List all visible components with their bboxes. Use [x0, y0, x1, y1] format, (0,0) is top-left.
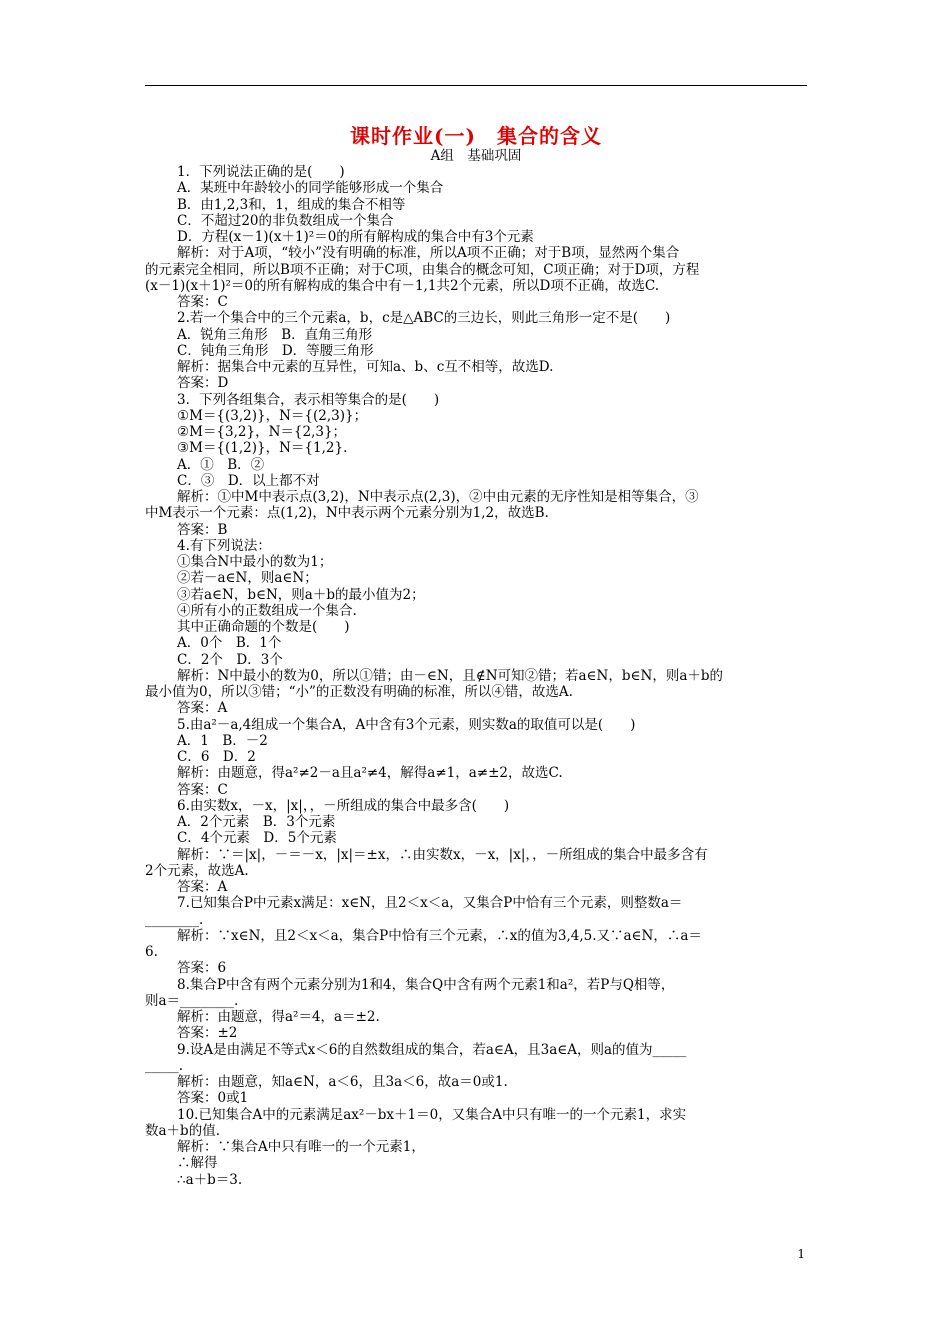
text-line: A．1 B．－2: [177, 732, 268, 749]
text-line: B．由1,2,3和，1，组成的集合不相等: [177, 196, 406, 213]
text-line: 解析：由题意，得a²≠2－a且a²≠4，解得a≠1，a≠±2，故选C.: [177, 765, 563, 782]
text-line: 数a＋b的值.: [145, 1122, 220, 1139]
section-subtitle: A组 基础巩固: [430, 148, 522, 164]
text-line: 则a＝________.: [145, 992, 239, 1009]
text-line: 解析：∵x∈N，且2＜x＜a，集合P中恰有三个元素，∴x的值为3,4,5.又∵a∈N，∴a＝: [177, 927, 702, 944]
text-line: 4.有下列说法：: [177, 537, 271, 554]
text-line: 答案：C: [177, 294, 228, 310]
text-line: 答案：A: [177, 879, 228, 895]
text-line: ②M＝{3,2}，N＝{2,3}；: [177, 424, 347, 440]
text-line: 2.若一个集合中的三个元素a，b，c是△ABC的三边长，则此三角形一定不是( ): [177, 310, 671, 327]
text-line: 9.设A是由满足不等式x＜6的自然数组成的集合，若a∈A，且3a∈A，则a的值为_____: [177, 1041, 687, 1058]
text-line: 6.由实数x，－x，|x|，，－所组成的集合中最多含( ): [177, 797, 510, 814]
page-number: 1: [797, 1247, 805, 1261]
text-line: 解析：对于A项，“较小”没有明确的标准，所以A项不正确；对于B项，显然两个集合: [177, 245, 680, 262]
text-line: ①集合N中最小的数为1；: [177, 554, 333, 570]
text-line: 3．下列各组集合，表示相等集合的是( ): [177, 391, 440, 408]
text-line: 1．下列说法正确的是( ): [177, 164, 345, 180]
text-line: ③M＝{(1,2)}，N＝{1,2}.: [177, 440, 348, 457]
text-line: C．③ D．以上都不对: [177, 472, 320, 489]
text-line: C．2个 D．3个: [177, 651, 283, 668]
text-line: 5.由a²－a,4组成一个集合A，A中含有3个元素，则实数a的取值可以是( ): [177, 716, 636, 733]
text-line: ④所有小的正数组成一个集合.: [177, 602, 357, 619]
text-line: A．锐角三角形 B．直角三角形: [177, 326, 373, 343]
page-title: 课时作业(一) 集合的含义: [350, 124, 602, 148]
text-line: ∴解得: [177, 1155, 218, 1172]
text-line: C．钝角三角形 D．等腰三角形: [177, 342, 374, 359]
text-line: 答案：A: [177, 700, 228, 717]
text-line: 答案：B: [177, 521, 228, 538]
text-line: 答案：D: [177, 375, 229, 392]
text-line: (x－1)(x＋1)²＝0的所有解构成的集合中有－1,1共2个元素，所以D项不正确，故选C.: [145, 277, 659, 294]
text-line: 解析：由题意，知a∈N，a＜6，且3a＜6，故a＝0或1.: [177, 1074, 508, 1090]
text-line: ①M＝{(3,2)}，N＝{(2,3)}；: [177, 407, 368, 424]
text-line: 中M表示一个元素：点(1,2)，N中表示两个元素分别为1,2，故选B.: [145, 505, 549, 522]
text-line: 答案：±2: [177, 1025, 238, 1042]
text-line: A．某班中年龄较小的同学能够形成一个集合: [177, 180, 444, 197]
text-line: C．6 D．2: [177, 749, 256, 765]
text-line: ②若－a∈N，则a∈N；: [177, 570, 318, 587]
text-line: 解析：N中最小的数为0，所以①错；由－∈N，且∉N可知②错；若a∈N，b∈N，则a＋b的: [177, 667, 724, 684]
text-line: A．① B．②: [177, 456, 265, 473]
text-line: 8.集合P中含有两个元素分别为1和4，集合Q中含有两个元素1和a²，若P与Q相等，: [177, 976, 675, 993]
text-line: 最小值为0，所以③错；“小”的正数没有明确的标准，所以④错，故选A.: [145, 684, 573, 700]
text-line: 解析：∵＝|x|，－＝－x，|x|＝±x，∴由实数x，－x，|x|，，－所组成的集合中最多含有: [177, 846, 708, 863]
text-line: ∴a＋b＝3.: [177, 1171, 243, 1188]
text-line: 解析：据集合中元素的互异性，可知a、b、c互不相等，故选D.: [177, 359, 554, 375]
text-line: 解析：①中M中表示点(3,2)，N中表示点(2,3)，②中由元素的无序性知是相等集合，③: [177, 489, 699, 505]
text-line: _____.: [145, 1057, 184, 1074]
exercise-content: [145, 164, 807, 1188]
text-line: ③若a∈N，b∈N，则a＋b的最小值为2；: [177, 586, 425, 603]
text-line: 解析：∵集合A中只有唯一的一个元素1，: [177, 1139, 425, 1155]
text-line: 答案：C: [177, 781, 228, 798]
text-line: D．方程(x－1)(x＋1)²＝0的所有解构成的集合中有3个元素: [177, 229, 534, 245]
text-line: 2个元素，故选A.: [145, 862, 249, 879]
text-line: A．2个元素 B．3个元素: [177, 814, 336, 830]
text-line: 10.已知集合A中的元素满足ax²－bx＋1＝0，又集合A中只有唯一的一个元素1，求实: [177, 1106, 687, 1123]
text-line: 6.: [145, 944, 158, 960]
header-rule: [145, 85, 807, 86]
text-line: C．不超过20的非负数组成一个集合: [177, 212, 394, 229]
text-line: 的元素完全相同，所以B项不正确；对于C项，由集合的概念可知，C项正确；对于D项，方程: [145, 261, 700, 278]
text-line: C．4个元素 D．5个元素: [177, 830, 337, 847]
text-line: 7.已知集合P中元素x满足：x∈N，且2＜x＜a，又集合P中恰有三个元素，则整数a＝: [177, 895, 683, 912]
text-line: 解析：由题意，得a²＝4，a＝±2.: [177, 1009, 380, 1025]
text-line: ________.: [145, 911, 204, 928]
text-line: 答案：0或1: [177, 1090, 249, 1107]
text-line: 其中正确命题的个数是( ): [177, 619, 350, 635]
text-line: 答案：6: [177, 960, 227, 977]
text-line: A．0个 B．1个: [177, 635, 282, 652]
